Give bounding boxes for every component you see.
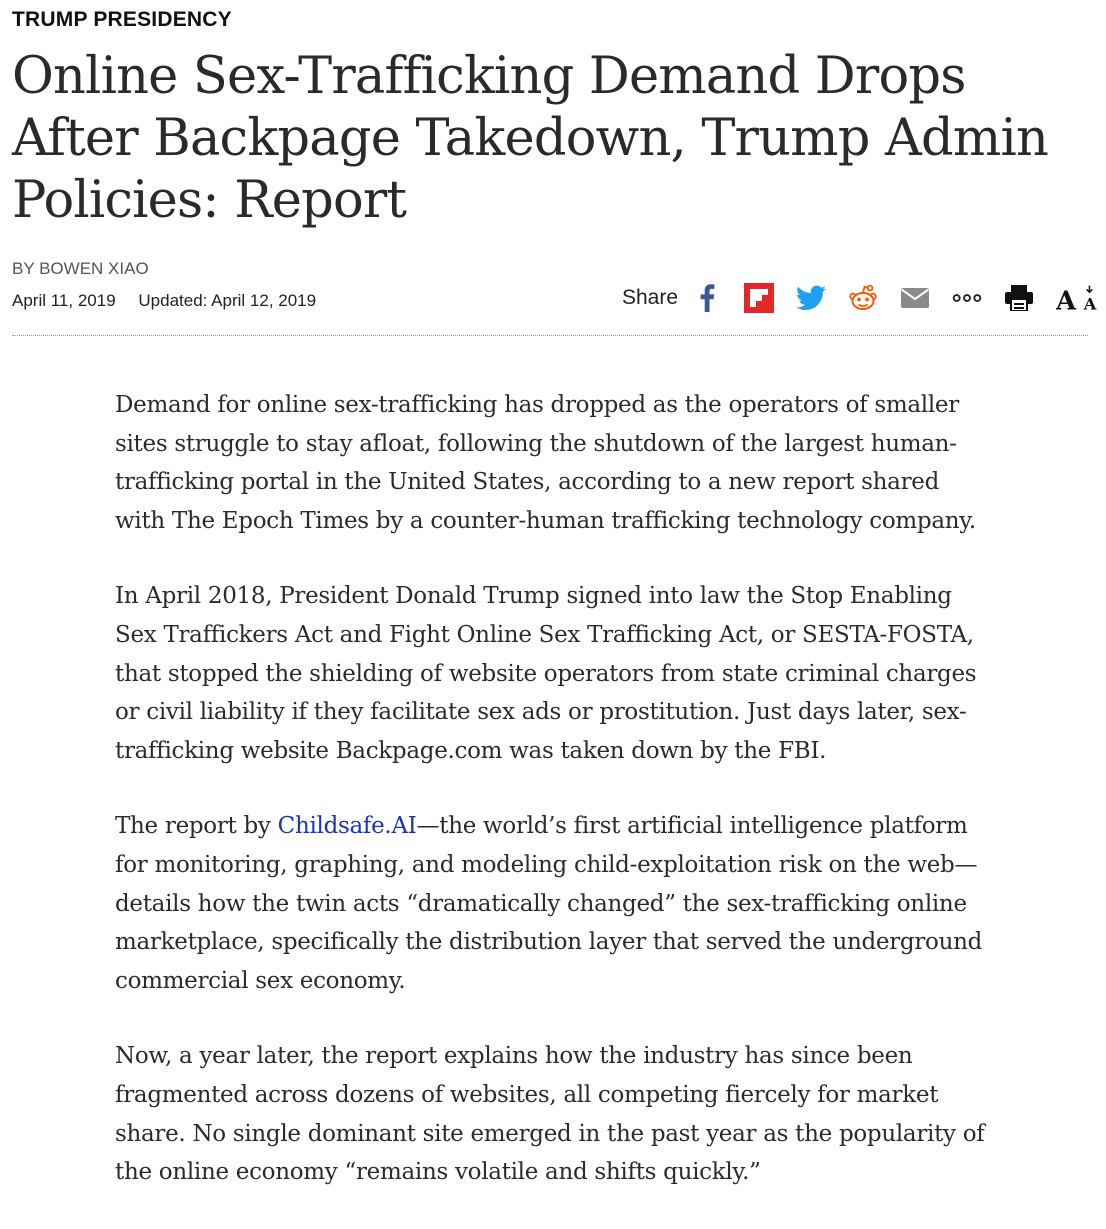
category-label[interactable]: TRUMP PRESIDENCY bbox=[12, 8, 232, 31]
twitter-icon[interactable] bbox=[796, 283, 826, 313]
published-date: April 11, 2019 bbox=[12, 291, 116, 310]
article-paragraph bbox=[115, 807, 995, 1000]
article-paragraph: Demand for online sex-trafficking has dropped as the operators of smaller sites struggle to stay afloat, following the shutdown of the largest human-trafficking portal in the United States, according to a new report shared with The Epoch Times by a counter-human trafficking technology company. bbox=[115, 392, 976, 534]
font-size-icon[interactable] bbox=[1056, 283, 1100, 313]
paragraph-text: The report by bbox=[115, 813, 278, 840]
flipboard-icon[interactable] bbox=[744, 283, 774, 313]
article-headline: Online Sex-Trafficking Demand Drops After Backpage Takedown, Trump Admin Policies: Report bbox=[12, 47, 1048, 230]
article-paragraph: Now, a year later, the report explains how the industry has since been fragmented across dozens of websites, all competing fiercely for market share. No single dominant site emerged in the past year as the popularity of the online economy “remains volatile and shifts quickly.” bbox=[115, 1043, 985, 1186]
more-icon[interactable] bbox=[952, 283, 982, 313]
header-divider bbox=[12, 335, 1088, 336]
paragraph-text: —the world’s first artificial intelligence platform for monitoring, graphing, and modeling child-exploitation risk on the web—details how the twin acts “dramatically changed” the sex-trafficking online marketplace, specifically the distribution layer that served the underground commercial sex economy. bbox=[115, 813, 983, 994]
share-label: Share bbox=[622, 286, 679, 309]
share-bar bbox=[622, 282, 1100, 314]
email-icon[interactable] bbox=[900, 283, 930, 313]
facebook-icon[interactable] bbox=[692, 283, 722, 313]
article-dates bbox=[12, 291, 316, 311]
print-icon[interactable] bbox=[1004, 283, 1034, 313]
svg-text:A: A bbox=[1083, 294, 1097, 312]
author-byline[interactable]: BY BOWEN XIAO bbox=[12, 259, 149, 278]
svg-text:A: A bbox=[1056, 286, 1077, 312]
reddit-icon[interactable] bbox=[848, 283, 878, 313]
article-paragraph: In April 2018, President Donald Trump signed into law the Stop Enabling Sex Traffickers Act and Fight Online Sex Trafficking Act, or SESTA-FOSTA, that stopped the shielding of website operators from state criminal charges or civil liability if they facilitate sex ads or prostitution. Just days later, sex-trafficking website Backpage.com was taken down by the FBI. bbox=[115, 583, 977, 764]
childsafe-link[interactable]: Childsafe.AI bbox=[277, 813, 417, 840]
article-body bbox=[115, 386, 995, 1229]
updated-date: Updated: April 12, 2019 bbox=[138, 291, 317, 310]
